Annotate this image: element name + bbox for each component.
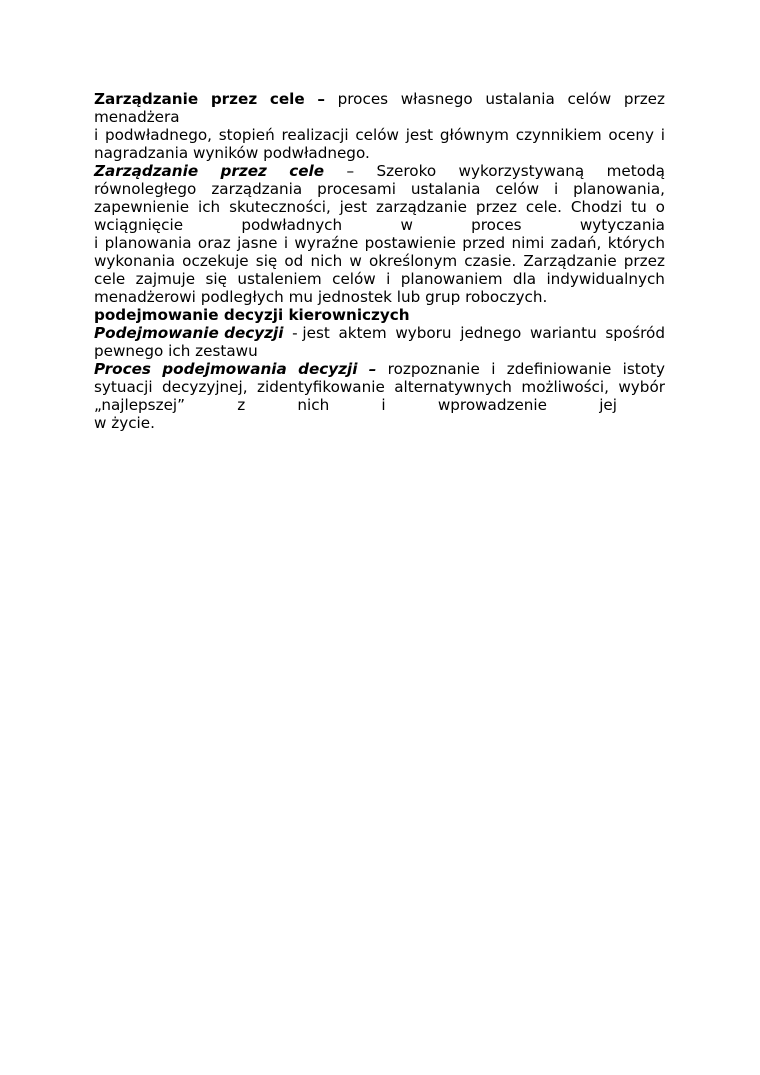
term-bold-italic: Zarządzanie bbox=[94, 162, 199, 180]
word: sytuacji bbox=[94, 378, 153, 396]
word: alternatywnych bbox=[394, 378, 512, 396]
p4-line-3 bbox=[94, 396, 665, 414]
word: planowania, bbox=[573, 180, 665, 198]
p2-line-4 bbox=[94, 216, 665, 234]
p2-line-3 bbox=[94, 198, 665, 216]
word: i bbox=[660, 126, 665, 144]
word: jest bbox=[405, 126, 434, 144]
word: zarządzania bbox=[211, 180, 303, 198]
word: celów bbox=[495, 180, 539, 198]
word: tu bbox=[631, 198, 647, 216]
word: nimi bbox=[511, 234, 545, 252]
word: i bbox=[94, 234, 99, 252]
p1-line-3 bbox=[94, 126, 665, 144]
word: zajmuje bbox=[135, 270, 196, 288]
word: przed bbox=[462, 234, 506, 252]
word: i bbox=[94, 126, 99, 144]
word: ustalania bbox=[485, 90, 555, 108]
word: decyzyjnej, bbox=[162, 378, 248, 396]
p3-line-2: pewnego ich zestawu bbox=[94, 342, 258, 360]
word: w bbox=[400, 216, 413, 234]
word: o bbox=[655, 198, 665, 216]
p2-line-6 bbox=[94, 252, 665, 270]
word: wariantu bbox=[529, 324, 597, 342]
word: których bbox=[607, 234, 665, 252]
word: podwładnych bbox=[241, 216, 343, 234]
word: zarządzanie bbox=[376, 198, 467, 216]
word: procesami bbox=[317, 180, 396, 198]
word: realizacji bbox=[281, 126, 349, 144]
word: zdefiniowanie bbox=[506, 360, 612, 378]
word: wykonania bbox=[94, 252, 176, 270]
word: ustalania bbox=[410, 180, 481, 198]
word: cele bbox=[289, 162, 325, 180]
p1-line-2: menadżera bbox=[94, 108, 180, 126]
p3-line-1 bbox=[94, 324, 665, 342]
word: wyboru bbox=[395, 324, 452, 342]
word: podejmowania bbox=[162, 360, 287, 378]
word: zapewnienie bbox=[94, 198, 190, 216]
word: możliwości, bbox=[521, 378, 609, 396]
word: planowania bbox=[104, 234, 192, 252]
word: przez bbox=[623, 252, 665, 270]
word: oczekuje bbox=[182, 252, 249, 270]
p4-line-2 bbox=[94, 378, 665, 396]
word: planowaniem bbox=[400, 270, 503, 288]
word: dla bbox=[512, 270, 537, 288]
p2-line-7 bbox=[94, 270, 665, 288]
word: wytyczania bbox=[579, 216, 665, 234]
dash: – bbox=[346, 162, 355, 180]
word: Chodzi bbox=[570, 198, 623, 216]
word: zidentyfikowanie bbox=[257, 378, 385, 396]
word: cele bbox=[94, 270, 126, 288]
word: cele bbox=[269, 90, 305, 108]
word: i bbox=[381, 396, 386, 414]
word: wprowadzenie bbox=[437, 396, 547, 414]
p4-line-1 bbox=[94, 360, 665, 378]
word: wciągnięcie bbox=[94, 216, 184, 234]
word: ustaleniem bbox=[237, 270, 322, 288]
word: Zarządzanie bbox=[523, 252, 617, 270]
word: ich bbox=[197, 198, 221, 216]
word: przez bbox=[475, 198, 517, 216]
word: w bbox=[349, 252, 362, 270]
word: „najlepszej” bbox=[94, 396, 185, 414]
dash: – bbox=[317, 90, 325, 108]
word: jest bbox=[339, 198, 368, 216]
word: indywidualnych bbox=[546, 270, 665, 288]
term-bold-italic: Podejmowanie decyzji bbox=[94, 324, 284, 342]
word: oraz bbox=[197, 234, 231, 252]
p4-line-4: w życie. bbox=[94, 414, 155, 432]
word: czasie. bbox=[464, 252, 517, 270]
word: cele. bbox=[525, 198, 562, 216]
word: aktem bbox=[338, 324, 387, 342]
word: podwładnego, bbox=[104, 126, 212, 144]
p2-line-1 bbox=[94, 162, 665, 180]
word: skuteczności, bbox=[229, 198, 331, 216]
word: i bbox=[553, 180, 559, 198]
word: spośród bbox=[605, 324, 665, 342]
term-bold-italic: Proces bbox=[94, 360, 151, 378]
word: się bbox=[205, 270, 227, 288]
word: jej bbox=[599, 396, 617, 414]
word: istoty bbox=[622, 360, 665, 378]
word: wybór bbox=[618, 378, 665, 396]
section-heading: podejmowanie decyzji kierowniczych bbox=[94, 306, 410, 324]
word: i bbox=[283, 234, 289, 252]
word: postawienie bbox=[364, 234, 456, 252]
word: oceny bbox=[608, 126, 655, 144]
word: decyzji bbox=[298, 360, 358, 378]
p2-line-2 bbox=[94, 180, 665, 198]
word: celów bbox=[332, 270, 376, 288]
word: rozpoznanie bbox=[387, 360, 480, 378]
word: przez bbox=[210, 90, 258, 108]
word: przez bbox=[220, 162, 267, 180]
word: proces bbox=[337, 90, 389, 108]
word: własnego bbox=[400, 90, 473, 108]
document-page bbox=[94, 90, 665, 432]
dash: – bbox=[368, 360, 377, 378]
word: celów bbox=[567, 90, 612, 108]
word: stopień bbox=[218, 126, 275, 144]
p1-line-4: nagradzania wyników podwładnego. bbox=[94, 144, 370, 162]
word: i bbox=[491, 360, 496, 378]
word: celów bbox=[355, 126, 399, 144]
word: określonym bbox=[368, 252, 458, 270]
word: nich bbox=[297, 396, 330, 414]
p2-line-5 bbox=[94, 234, 665, 252]
word: zadań, bbox=[550, 234, 602, 252]
word: jasne bbox=[237, 234, 278, 252]
word: Szeroko bbox=[376, 162, 437, 180]
p2-line-8: menadżerowi podległych mu jednostek lub grup roboczych. bbox=[94, 288, 548, 306]
word: nich bbox=[310, 252, 343, 270]
p1-line-1 bbox=[94, 90, 665, 108]
word: metodą bbox=[606, 162, 665, 180]
word: z bbox=[237, 396, 246, 414]
word: głównym bbox=[439, 126, 509, 144]
word: czynnikiem bbox=[515, 126, 602, 144]
word: jednego bbox=[460, 324, 522, 342]
word: wykorzystywaną bbox=[458, 162, 585, 180]
word: przez bbox=[623, 90, 665, 108]
word: równoległego bbox=[94, 180, 197, 198]
term-bold: Zarządzanie bbox=[94, 90, 199, 108]
word: - jest bbox=[292, 324, 330, 342]
word: proces bbox=[471, 216, 522, 234]
word: wyraźne bbox=[294, 234, 359, 252]
word: się bbox=[255, 252, 278, 270]
word: od bbox=[284, 252, 304, 270]
word: i bbox=[386, 270, 391, 288]
